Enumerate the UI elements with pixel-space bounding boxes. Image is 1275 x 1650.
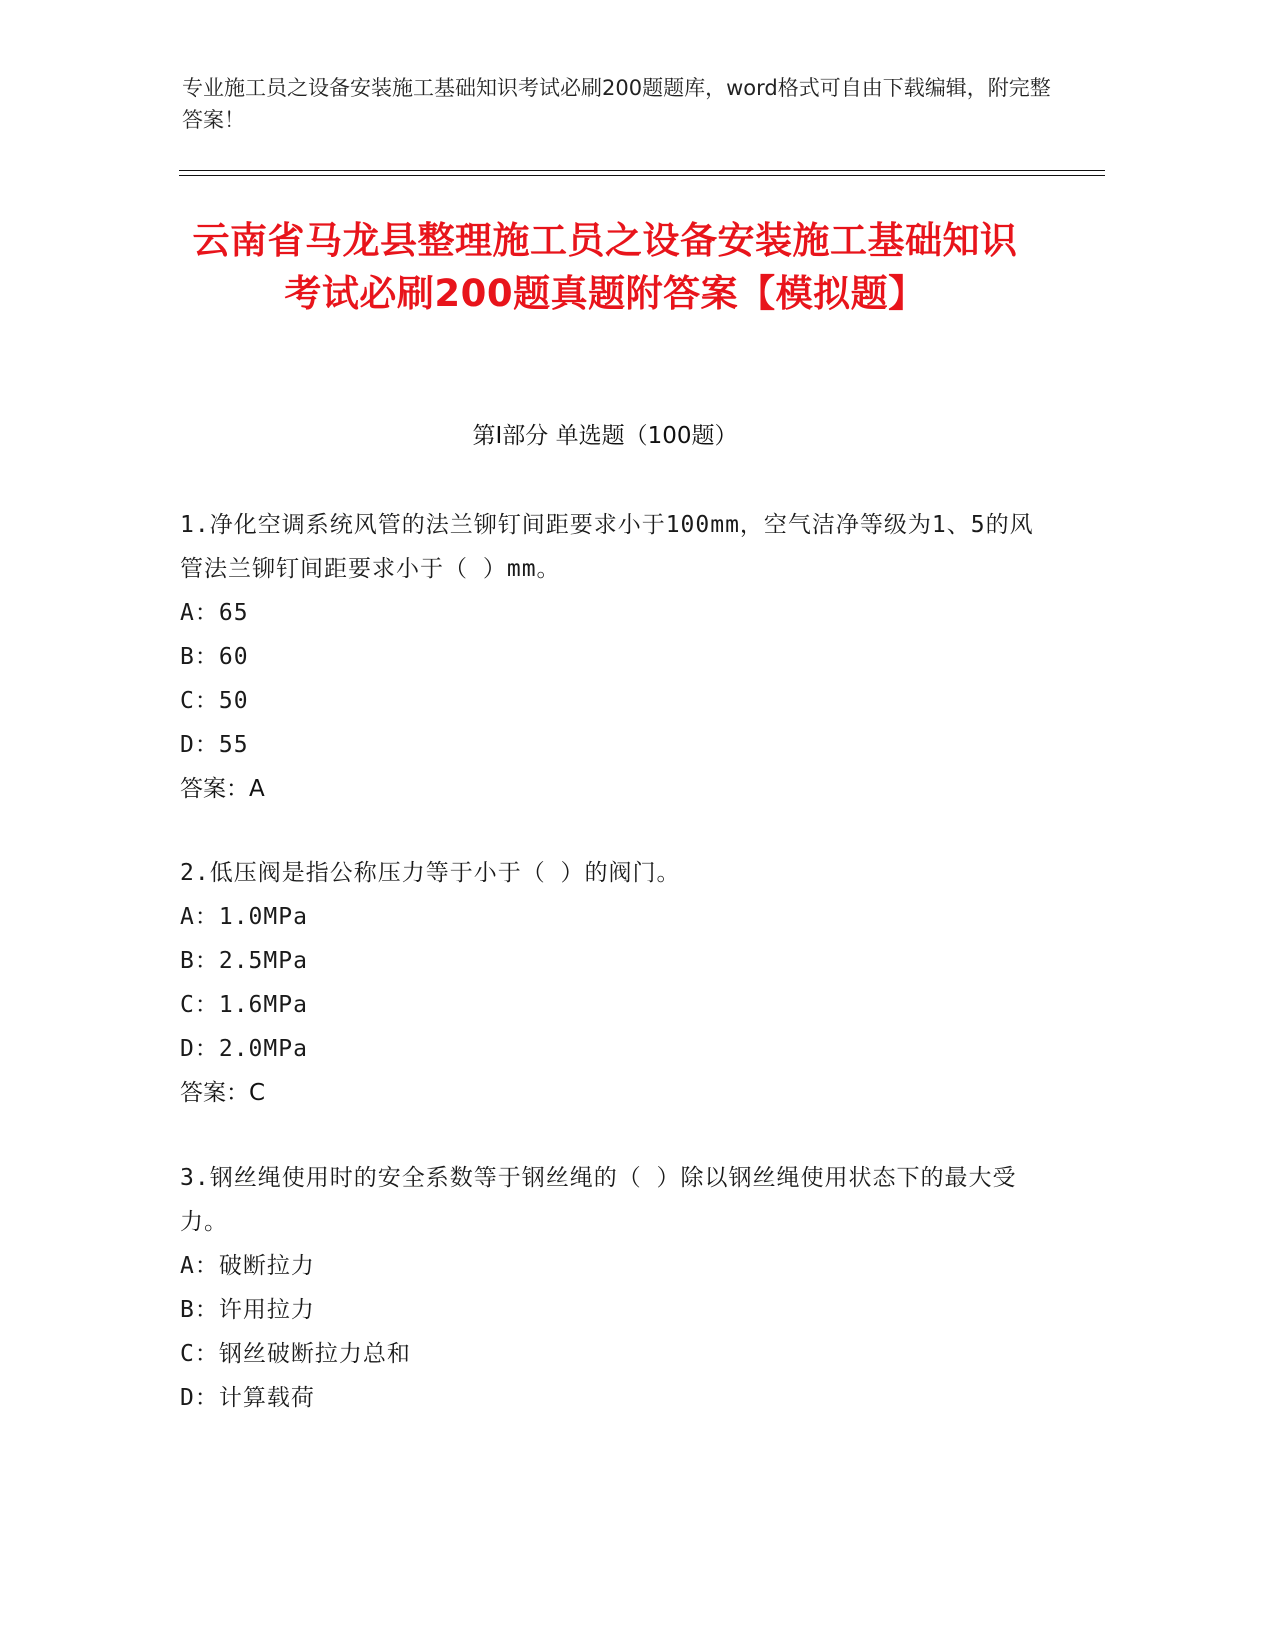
header-divider-bottom [179,175,1105,176]
question-block [180,851,1040,1115]
option-c: C：50 [180,688,249,714]
question-text: 1.净化空调系统风管的法兰铆钉间距要求小于100mm，空气洁净等级为1、5的风管法兰铆钉间距要求小于（ ）mm。 [180,512,1034,582]
option-b: B：60 [180,644,249,670]
option-c: C：钢丝破断拉力总和 [180,1341,411,1367]
question-block [180,503,1040,811]
option-d: D：2.0MPa [180,1036,308,1062]
answer-line: 答案：A [180,776,265,802]
option-d: D：55 [180,732,249,758]
option-b: B：2.5MPa [180,948,308,974]
option-c: C：1.6MPa [180,992,308,1018]
answer-line: 答案：C [180,1080,266,1106]
question-block [180,1156,1040,1420]
question-text: 3.钢丝绳使用时的安全系数等于钢丝绳的（ ）除以钢丝绳使用状态下的最大受力。 [180,1165,1017,1235]
option-a: A：65 [180,600,249,626]
header-note: 专业施工员之设备安装施工基础知识考试必刷200题题库，word格式可自由下载编辑，附完整答案！ [182,76,1051,132]
question-text: 2.低压阀是指公称压力等于小于（ ）的阀门。 [180,860,681,886]
header-divider-top [179,170,1105,171]
option-d: D：计算载荷 [180,1385,315,1411]
option-b: B：许用拉力 [180,1297,315,1323]
option-a: A：破断拉力 [180,1253,315,1279]
document-title: 云南省马龙县整理施工员之设备安装施工基础知识考试必刷200题真题附答案【模拟题】 [192,219,1018,315]
option-a: A：1.0MPa [180,904,308,930]
section-heading: 第I部分 单选题（100题） [472,423,738,449]
